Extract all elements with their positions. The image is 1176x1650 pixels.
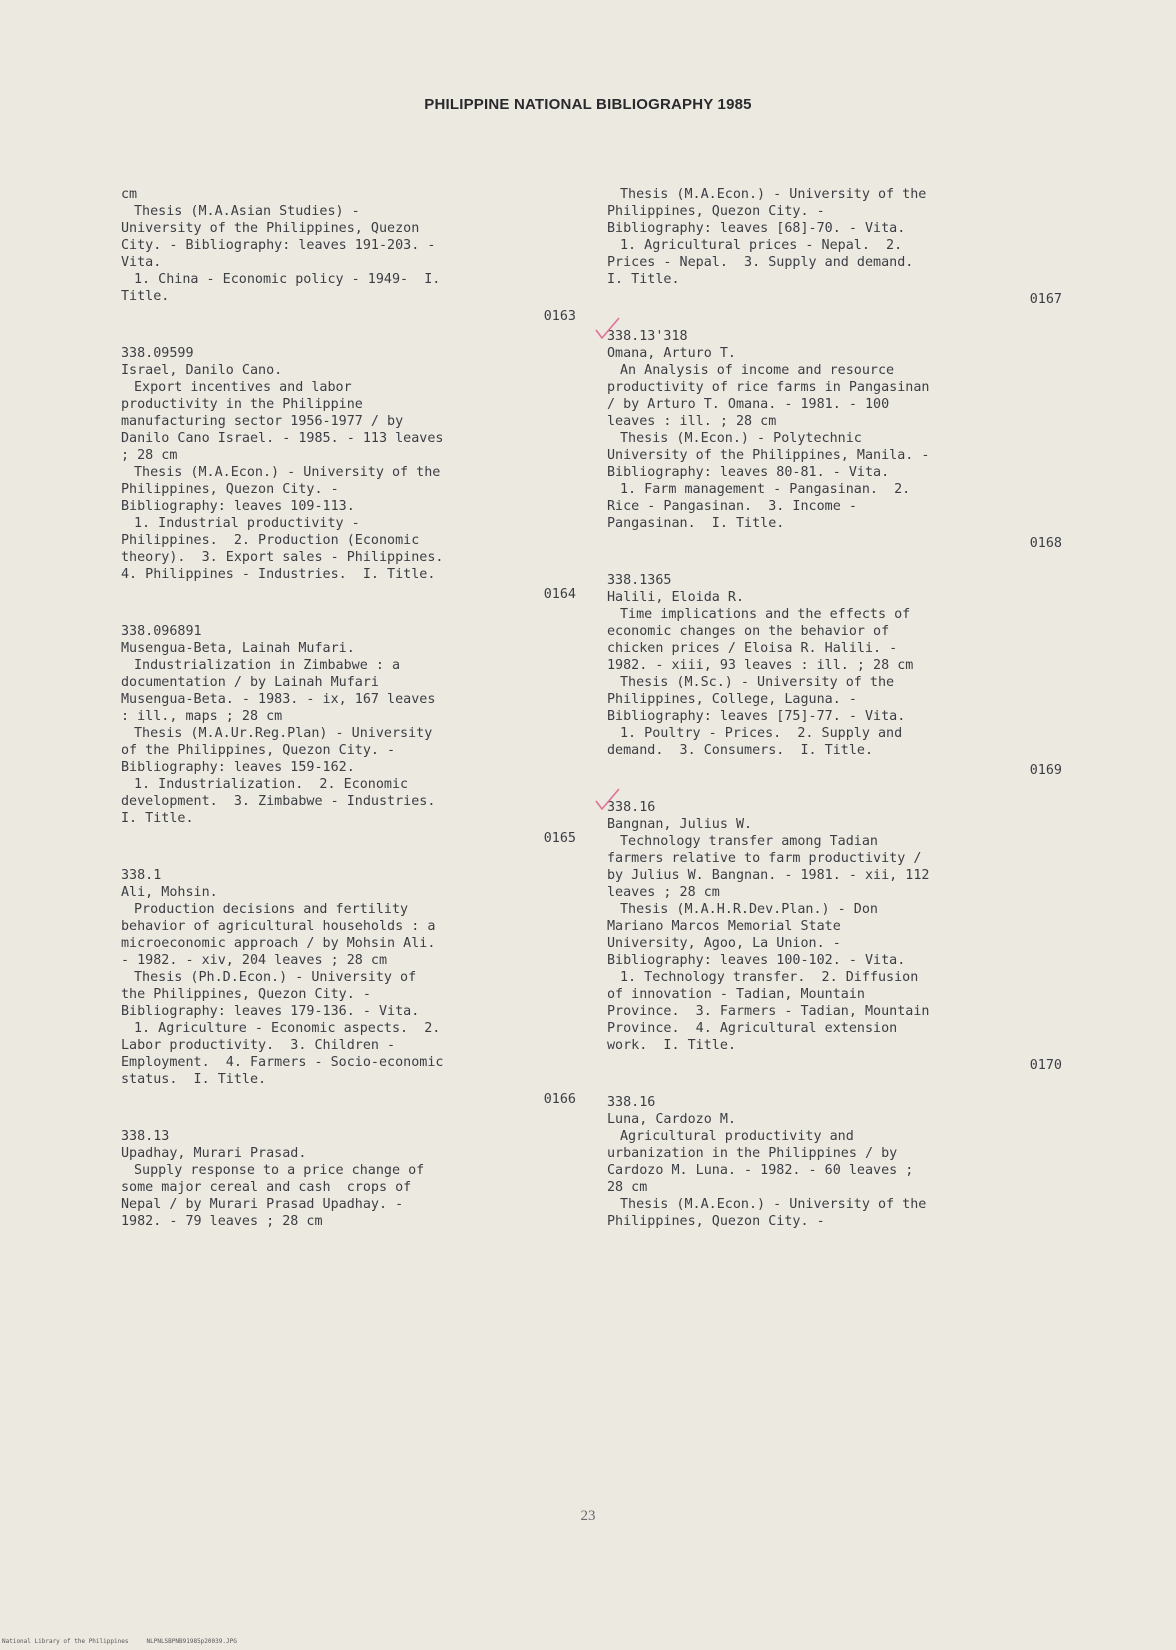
entry-line: Prices - Nepal. 3. Supply and demand. bbox=[607, 255, 914, 270]
bibliography-entry bbox=[121, 186, 576, 327]
entry-line: Technology transfer among Tadian bbox=[620, 834, 878, 849]
entry-line: 1. Agricultural prices - Nepal. 2. bbox=[620, 238, 903, 253]
entry-line: Nepal / by Murari Prasad Upadhay. - bbox=[121, 1197, 404, 1212]
entry-line: Danilo Cano Israel. - 1985. - 113 leaves bbox=[121, 431, 444, 446]
entry-line: economic changes on the behavior of bbox=[607, 624, 890, 639]
entry-line: productivity in the Philippine bbox=[121, 397, 363, 412]
bibliography-entry bbox=[121, 623, 576, 849]
entry-line: Thesis (M.A.H.R.Dev.Plan.) - Don bbox=[620, 902, 878, 917]
entry-line: Bangnan, Julius W. bbox=[607, 817, 753, 832]
entry-line: Industrialization in Zimbabwe : a bbox=[134, 658, 401, 673]
entry-line: I. Title. bbox=[607, 272, 680, 287]
entry-line: status. I. Title. bbox=[121, 1072, 267, 1087]
entry-line: 4. Philippines - Industries. I. Title. bbox=[121, 567, 436, 582]
entry-number: 0164 bbox=[543, 587, 576, 602]
entry-line: chicken prices / Eloisa R. Halili. - bbox=[607, 641, 898, 656]
check-mark-icon bbox=[593, 316, 621, 342]
entry-line: University, Agoo, La Union. - bbox=[607, 936, 841, 951]
entry-line: Vita. bbox=[121, 255, 162, 270]
page-number: 23 bbox=[580, 1508, 596, 1524]
entry-line: : ill., maps ; 28 cm bbox=[121, 709, 283, 724]
entry-line: microeconomic approach / by Mohsin Ali. bbox=[121, 936, 436, 951]
entry-line: An Analysis of income and resource bbox=[620, 363, 895, 378]
entry-line: University of the Philippines, Quezon bbox=[121, 221, 420, 236]
entry-line: Title. bbox=[121, 289, 170, 304]
call-number: 338.096891 bbox=[121, 624, 202, 639]
entry-line: - 1982. - xiv, 204 leaves ; 28 cm bbox=[121, 953, 388, 968]
entry-line: 1. Industrialization. 2. Economic bbox=[134, 777, 409, 792]
entry-line: City. - Bibliography: leaves 191-203. - bbox=[121, 238, 436, 253]
entry-line: some major cereal and cash crops of bbox=[121, 1180, 412, 1195]
entry-line: Thesis (M.A.Asian Studies) - bbox=[134, 204, 360, 219]
entry-line: Philippines, Quezon City. - bbox=[121, 482, 339, 497]
entry-line: Thesis (M.A.Econ.) - University of the bbox=[620, 187, 927, 202]
entry-number: 0169 bbox=[1029, 763, 1062, 778]
entry-line: productivity of rice farms in Pangasinan bbox=[607, 380, 930, 395]
entry-line: Musengua-Beta, Lainah Mufari. bbox=[121, 641, 355, 656]
entry-line: Thesis (M.A.Econ.) - University of the bbox=[134, 465, 441, 480]
entry-line: Ali, Mohsin. bbox=[121, 885, 218, 900]
entry-line: Agricultural productivity and bbox=[620, 1129, 854, 1144]
entry-number: 0170 bbox=[1029, 1058, 1062, 1073]
entry-number: 0167 bbox=[1029, 292, 1062, 307]
bibliography-entry bbox=[607, 186, 1062, 310]
entry-line: Bibliography: leaves 159-162. bbox=[121, 760, 355, 775]
entry-line: 1982. - xiii, 93 leaves : ill. ; 28 cm bbox=[607, 658, 914, 673]
right-column bbox=[607, 186, 1062, 1248]
entry-line: documentation / by Lainah Mufari bbox=[121, 675, 379, 690]
entry-line: Province. 3. Farmers - Tadian, Mountain bbox=[607, 1004, 930, 1019]
entry-line: Bibliography: leaves 80-81. - Vita. bbox=[607, 465, 890, 480]
bibliography-entry bbox=[607, 572, 1062, 781]
bibliography-entry bbox=[607, 799, 1062, 1076]
entry-line: urbanization in the Philippines / by bbox=[607, 1146, 898, 1161]
entry-line: Halili, Eloida R. bbox=[607, 590, 745, 605]
check-mark-icon bbox=[593, 787, 621, 813]
entry-number: 0168 bbox=[1029, 536, 1062, 551]
entry-line: 1. Industrial productivity - bbox=[134, 516, 360, 531]
entry-line: behavior of agricultural households : a bbox=[121, 919, 436, 934]
bibliography-entry bbox=[121, 345, 576, 605]
call-number: 338.16 bbox=[607, 1095, 656, 1110]
page-header: PHILIPPINE NATIONAL BIBLIOGRAPHY 1985 bbox=[424, 96, 752, 113]
entry-line: cm bbox=[121, 187, 138, 202]
entry-line: Philippines. 2. Production (Economic bbox=[121, 533, 420, 548]
bibliography-entry bbox=[607, 328, 1062, 554]
entry-line: leaves ; 28 cm bbox=[607, 885, 720, 900]
scan-footer-note: National Library of the Philippines NLPNLSBPNB91985p20039.JPG bbox=[2, 1638, 237, 1645]
entry-line: / by Arturo T. Omana. - 1981. - 100 bbox=[607, 397, 890, 412]
entry-line: Bibliography: leaves 179-136. - Vita. bbox=[121, 1004, 420, 1019]
entry-line: of innovation - Tadian, Mountain bbox=[607, 987, 865, 1002]
entry-line: manufacturing sector 1956-1977 / by bbox=[121, 414, 404, 429]
bibliography-entry bbox=[121, 867, 576, 1110]
entry-line: Supply response to a price change of bbox=[134, 1163, 425, 1178]
entry-line: farmers relative to farm productivity / bbox=[607, 851, 922, 866]
call-number: 338.1 bbox=[121, 868, 162, 883]
call-number: 338.13 bbox=[121, 1129, 170, 1144]
call-number: 338.09599 bbox=[121, 346, 194, 361]
entry-line: Bibliography: leaves 100-102. - Vita. bbox=[607, 953, 906, 968]
entry-line: Mariano Marcos Memorial State bbox=[607, 919, 841, 934]
entry-line: Israel, Danilo Cano. bbox=[121, 363, 283, 378]
entry-line: ; 28 cm bbox=[121, 448, 178, 463]
entry-line: theory). 3. Export sales - Philippines. bbox=[121, 550, 444, 565]
entry-line: Thesis (M.Sc.) - University of the bbox=[620, 675, 895, 690]
entry-line: Thesis (Ph.D.Econ.) - University of bbox=[134, 970, 417, 985]
entry-number: 0166 bbox=[543, 1092, 576, 1107]
entry-line: by Julius W. Bangnan. - 1981. - xii, 112 bbox=[607, 868, 930, 883]
entry-line: Labor productivity. 3. Children - bbox=[121, 1038, 396, 1053]
entry-line: Production decisions and fertility bbox=[134, 902, 409, 917]
entry-line: demand. 3. Consumers. I. Title. bbox=[607, 743, 874, 758]
entry-line: Thesis (M.A.Econ.) - University of the bbox=[620, 1197, 927, 1212]
bibliography-entry bbox=[607, 1094, 1062, 1230]
entry-line: 1. China - Economic policy - 1949- I. bbox=[134, 272, 441, 287]
entry-line: Upadhay, Murari Prasad. bbox=[121, 1146, 307, 1161]
entry-number: 0165 bbox=[543, 831, 576, 846]
call-number: 338.13'318 bbox=[607, 329, 688, 344]
call-number: 338.16 bbox=[607, 800, 656, 815]
entry-line: Cardozo M. Luna. - 1982. - 60 leaves ; bbox=[607, 1163, 914, 1178]
entry-line: Bibliography: leaves [75]-77. - Vita. bbox=[607, 709, 906, 724]
entry-line: Time implications and the effects of bbox=[620, 607, 911, 622]
entry-line: Province. 4. Agricultural extension bbox=[607, 1021, 898, 1036]
entry-line: 1. Poultry - Prices. 2. Supply and bbox=[620, 726, 903, 741]
entry-line: leaves : ill. ; 28 cm bbox=[607, 414, 777, 429]
entry-line: I. Title. bbox=[121, 811, 194, 826]
entry-line: Thesis (M.Econ.) - Polytechnic bbox=[620, 431, 862, 446]
entry-line: 28 cm bbox=[607, 1180, 648, 1195]
left-column bbox=[121, 186, 576, 1248]
entry-line: 1982. - 79 leaves ; 28 cm bbox=[121, 1214, 323, 1229]
entry-line: Philippines, College, Laguna. - bbox=[607, 692, 857, 707]
entry-line: Pangasinan. I. Title. bbox=[607, 516, 785, 531]
entry-line: the Philippines, Quezon City. - bbox=[121, 987, 371, 1002]
entry-line: Export incentives and labor bbox=[134, 380, 352, 395]
entry-number: 0163 bbox=[543, 309, 576, 324]
entry-line: Luna, Cardozo M. bbox=[607, 1112, 736, 1127]
entry-line: of the Philippines, Quezon City. - bbox=[121, 743, 396, 758]
call-number: 338.1365 bbox=[607, 573, 672, 588]
entry-line: work. I. Title. bbox=[607, 1038, 736, 1053]
entry-line: Employment. 4. Farmers - Socio-economic bbox=[121, 1055, 444, 1070]
entry-line: development. 3. Zimbabwe - Industries. bbox=[121, 794, 436, 809]
entry-line: 1. Farm management - Pangasinan. 2. bbox=[620, 482, 911, 497]
entry-line: 1. Technology transfer. 2. Diffusion bbox=[620, 970, 919, 985]
entry-line: Rice - Pangasinan. 3. Income - bbox=[607, 499, 857, 514]
entry-line: Philippines, Quezon City. - bbox=[607, 1214, 825, 1229]
entry-line: University of the Philippines, Manila. - bbox=[607, 448, 930, 463]
bibliography-entry bbox=[121, 1128, 576, 1230]
entry-line: Bibliography: leaves [68]-70. - Vita. bbox=[607, 221, 906, 236]
entry-line: Philippines, Quezon City. - bbox=[607, 204, 825, 219]
entry-line: Omana, Arturo T. bbox=[607, 346, 736, 361]
entry-line: Musengua-Beta. - 1983. - ix, 167 leaves bbox=[121, 692, 436, 707]
entry-line: 1. Agriculture - Economic aspects. 2. bbox=[134, 1021, 441, 1036]
entry-line: Bibliography: leaves 109-113. bbox=[121, 499, 355, 514]
entry-line: Thesis (M.A.Ur.Reg.Plan) - University bbox=[134, 726, 433, 741]
